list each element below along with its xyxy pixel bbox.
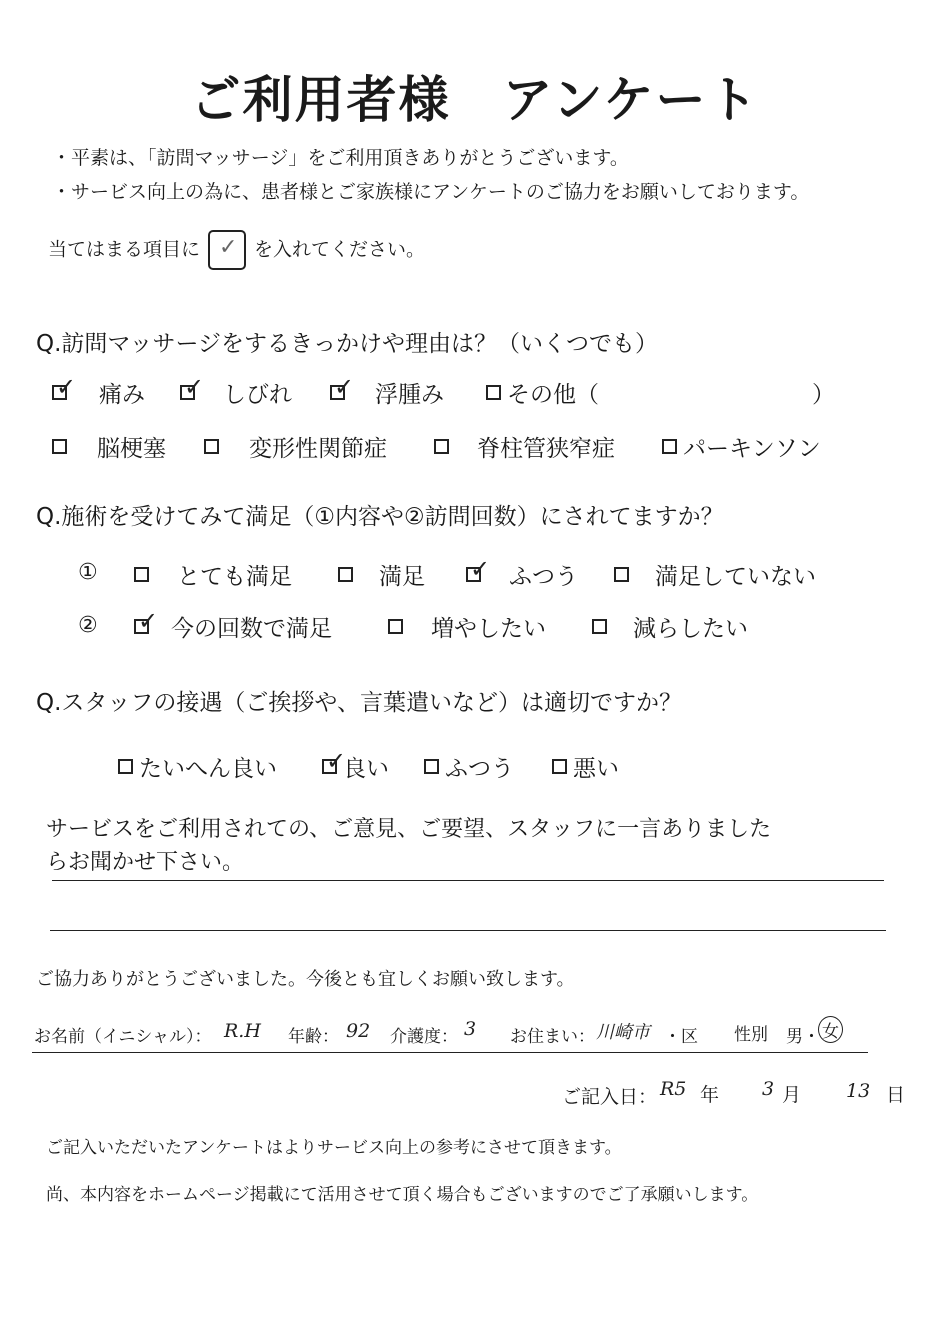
intro-line-2: ・サービス向上の為に、患者様とご家族様にアンケートのご協力をお願いしております。: [52, 181, 810, 203]
gender-female[interactable]: [818, 1016, 843, 1043]
survey-title: ご利用者様 アンケート: [190, 71, 760, 129]
q1-option-stroke[interactable]: [52, 430, 166, 463]
q1-option-arthrosis[interactable]: [204, 430, 387, 463]
check-mark-icon: ✓: [326, 747, 347, 775]
option-label: 満足: [379, 564, 425, 590]
option-label: とても満足: [177, 564, 292, 590]
checkbox[interactable]: [614, 567, 629, 582]
check-icon: ✓: [219, 235, 238, 260]
option-label: 満足していない: [655, 564, 816, 590]
gender-male[interactable]: 男・: [786, 1027, 820, 1047]
q3-option-bad[interactable]: [552, 750, 619, 783]
footer-line-2: 尚、本内容をホームページ掲載にて活用させて頂く場合もございますのでご了承願いします。: [46, 1185, 759, 1205]
check-mark-icon: ✓: [56, 373, 77, 401]
address-label: お住まい：: [510, 1027, 595, 1047]
instruction-before: 当てはまる項目に: [48, 238, 201, 261]
age-value[interactable]: 92: [346, 1020, 371, 1042]
q1-option-other[interactable]: [486, 376, 599, 409]
comment-line-1[interactable]: [52, 880, 884, 881]
care-level-label: 介護度：: [390, 1027, 458, 1047]
q3-question: Q.スタッフの接遇（ご挨拶や、言葉遣いなど）は適切ですか？: [36, 690, 682, 716]
option-label: 良い: [343, 756, 389, 782]
q3-option-very-good[interactable]: [118, 750, 277, 783]
checkbox[interactable]: [180, 373, 205, 401]
sample-checkbox: [208, 230, 246, 270]
option-label: ふつう: [445, 756, 514, 782]
date-day-unit: 日: [886, 1084, 906, 1106]
q1-option-swelling[interactable]: [330, 373, 444, 409]
checkbox[interactable]: [388, 619, 403, 634]
option-label: ふつう: [509, 564, 578, 590]
gender-female-circled: 女: [818, 1016, 843, 1043]
option-label: 浮腫み: [375, 382, 444, 408]
q1-option-stenosis[interactable]: [434, 430, 615, 463]
option-label: パーキンソン: [683, 436, 821, 462]
q2-option-very-satisfied[interactable]: [134, 558, 292, 591]
option-label: 悪い: [573, 756, 619, 782]
date-month-unit: 月: [782, 1084, 802, 1106]
q2-question: Q.施術を受けてみて満足（①内容や②訪問回数）にされてますか？: [36, 504, 724, 530]
option-label: 痛み: [99, 382, 145, 408]
option-label: 脳梗塞: [97, 436, 166, 462]
checkbox[interactable]: [52, 439, 67, 454]
comment-prompt-2: らお聞かせ下さい。: [46, 850, 245, 875]
age-label: 年齢：: [288, 1027, 339, 1047]
q1-option-parkinson[interactable]: [662, 430, 821, 463]
q2-option-current-count[interactable]: [134, 607, 332, 643]
comment-line-2[interactable]: [50, 930, 886, 931]
checkbox[interactable]: [424, 759, 439, 774]
q1-option-pain[interactable]: [52, 373, 145, 409]
q2-option-decrease[interactable]: [592, 610, 748, 643]
check-mark-icon: ✓: [470, 555, 491, 583]
q1-option-numbness[interactable]: [180, 373, 292, 409]
q2-option-not-satisfied[interactable]: [614, 558, 816, 591]
q3-option-normal[interactable]: [424, 750, 514, 783]
q2-option-normal[interactable]: [466, 555, 578, 591]
option-label: 増やしたい: [431, 616, 546, 642]
checkbox[interactable]: [330, 373, 355, 401]
instruction-after: を入れてください。: [254, 238, 426, 261]
comment-prompt-1: サービスをご利用されての、ご意見、ご要望、スタッフに一言ありました: [46, 817, 772, 842]
date-day[interactable]: 13: [846, 1080, 871, 1102]
date-month[interactable]: 3: [762, 1078, 775, 1100]
checkbox[interactable]: [592, 619, 607, 634]
check-mark-icon: ✓: [184, 373, 205, 401]
q3-option-good[interactable]: [322, 747, 389, 783]
option-label: たいへん良い: [139, 756, 277, 782]
checkbox[interactable]: [322, 747, 347, 775]
name-value[interactable]: R.H: [224, 1020, 261, 1042]
checkbox[interactable]: [466, 555, 491, 583]
info-underline: [32, 1052, 868, 1053]
checkbox[interactable]: [52, 373, 77, 401]
option-label: その他（: [507, 382, 599, 408]
checkbox[interactable]: [552, 759, 567, 774]
checkbox[interactable]: [486, 385, 501, 400]
q2-row1-number: ①: [78, 560, 98, 585]
instruction: [48, 230, 425, 270]
care-level-value[interactable]: 3: [464, 1018, 477, 1040]
q2-option-satisfied[interactable]: [338, 558, 425, 591]
option-label: 減らしたい: [633, 616, 748, 642]
intro-line-1: ・平素は、「訪問マッサージ」をご利用頂きありがとうございます。: [52, 147, 629, 169]
footer-line-1: ご記入いただいたアンケートはよりサービス向上の参考にさせて頂きます。: [46, 1138, 622, 1158]
checkbox[interactable]: [204, 439, 219, 454]
checkbox[interactable]: [338, 567, 353, 582]
q2-option-increase[interactable]: [388, 610, 546, 643]
address-value[interactable]: 川崎市: [596, 1022, 650, 1043]
check-mark-icon: ✓: [334, 373, 355, 401]
checkbox[interactable]: [434, 439, 449, 454]
date-year[interactable]: R5: [660, 1078, 687, 1100]
checkbox[interactable]: [134, 607, 159, 635]
option-label: 変形性関節症: [249, 436, 387, 462]
check-mark-icon: ✓: [138, 607, 159, 635]
gender-label: 性別: [734, 1025, 768, 1045]
q1-other-close: ）: [812, 382, 835, 408]
q2-row2-number: ②: [78, 613, 98, 638]
checkbox[interactable]: [118, 759, 133, 774]
option-label: 今の回数で満足: [171, 616, 332, 642]
checkbox[interactable]: [134, 567, 149, 582]
address-suffix: ・区: [664, 1027, 698, 1047]
thanks-text: ご協力ありがとうございました。今後とも宜しくお願い致します。: [36, 969, 575, 990]
date-year-unit: 年: [700, 1084, 720, 1106]
option-label: 脊柱管狭窄症: [477, 436, 615, 462]
checkbox[interactable]: [662, 439, 677, 454]
option-label: しびれ: [223, 382, 292, 408]
q1-question: Q.訪問マッサージをするきっかけや理由は？（いくつでも）: [36, 331, 659, 357]
date-label: ご記入日：: [562, 1086, 658, 1108]
name-label: お名前（イニシャル）：: [34, 1027, 212, 1047]
